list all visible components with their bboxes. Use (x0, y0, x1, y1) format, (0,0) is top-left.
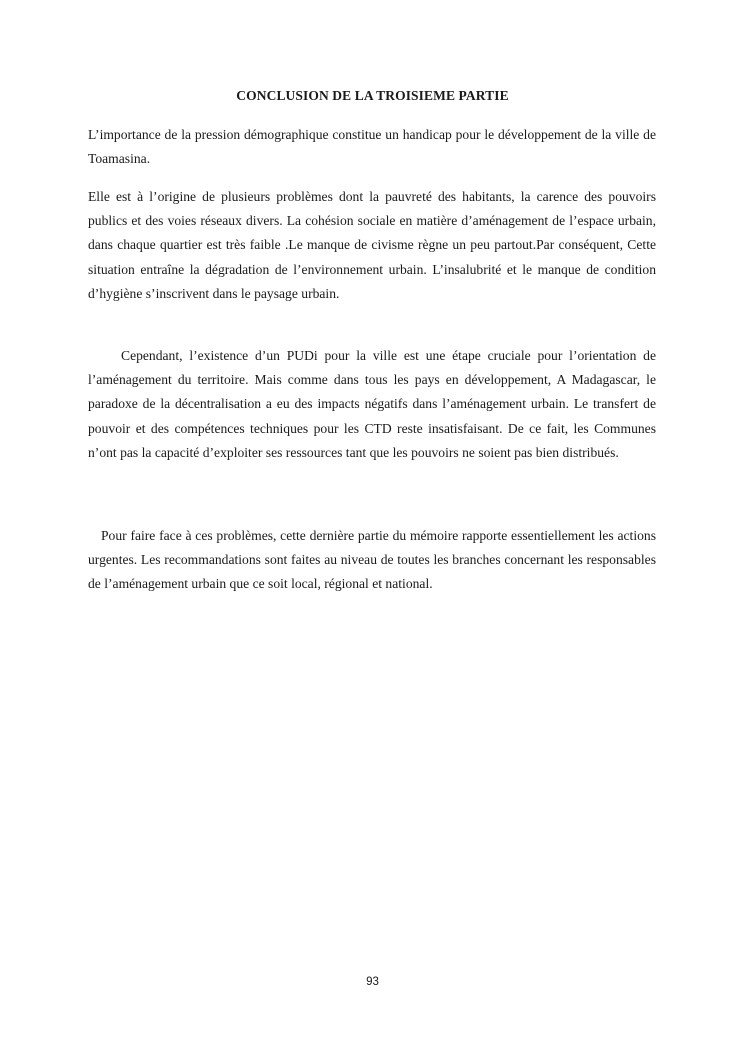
paragraph-2: Elle est à l’origine de plusieurs problèmes dont la pauvreté des habitants, la carence des pouvoirs publics et des voies réseaux divers. La cohésion sociale en matière d’aménagement de l’espace urbain, dans chaque quartier est très faible .Le manque de civisme règne un peu partout.Par conséquent, Cette situation entraîne la dégradation de l’environnement urbain. L’insalubrité et le manque de condition d’hygiène s’inscrivent dans le paysage urbain. (88, 189, 656, 301)
paragraph-1: L’importance de la pression démographique constitue un handicap pour le développement de la ville de Toamasina. (88, 127, 656, 167)
paragraph-4: Pour faire face à ces problèmes, cette dernière partie du mémoire rapporte essentiellement les actions urgentes. Les recommandations sont faites au niveau de toutes les branches concernant les responsables de l’aménagement urbain que ce soit local, régional et national. (88, 528, 656, 592)
page-number: 93 (366, 976, 379, 988)
paragraph-3: Cependant, l’existence d’un PUDi pour la ville est une étape cruciale pour l’orientation de l’aménagement du territoire. Mais comme dans tous les pays en développement, A Madagascar, le paradoxe de la décentralisation a eu des impacts négatifs dans l’aménagement urbain. Le transfert de pouvoir et des compétences techniques pour les CTD reste insatisfaisant. De ce fait, les Communes n’ont pas la capacité d’exploiter ses ressources tant que les pouvoirs ne soient pas bien distribués. (88, 348, 656, 460)
section-title: CONCLUSION DE LA TROISIEME PARTIE (236, 88, 509, 103)
